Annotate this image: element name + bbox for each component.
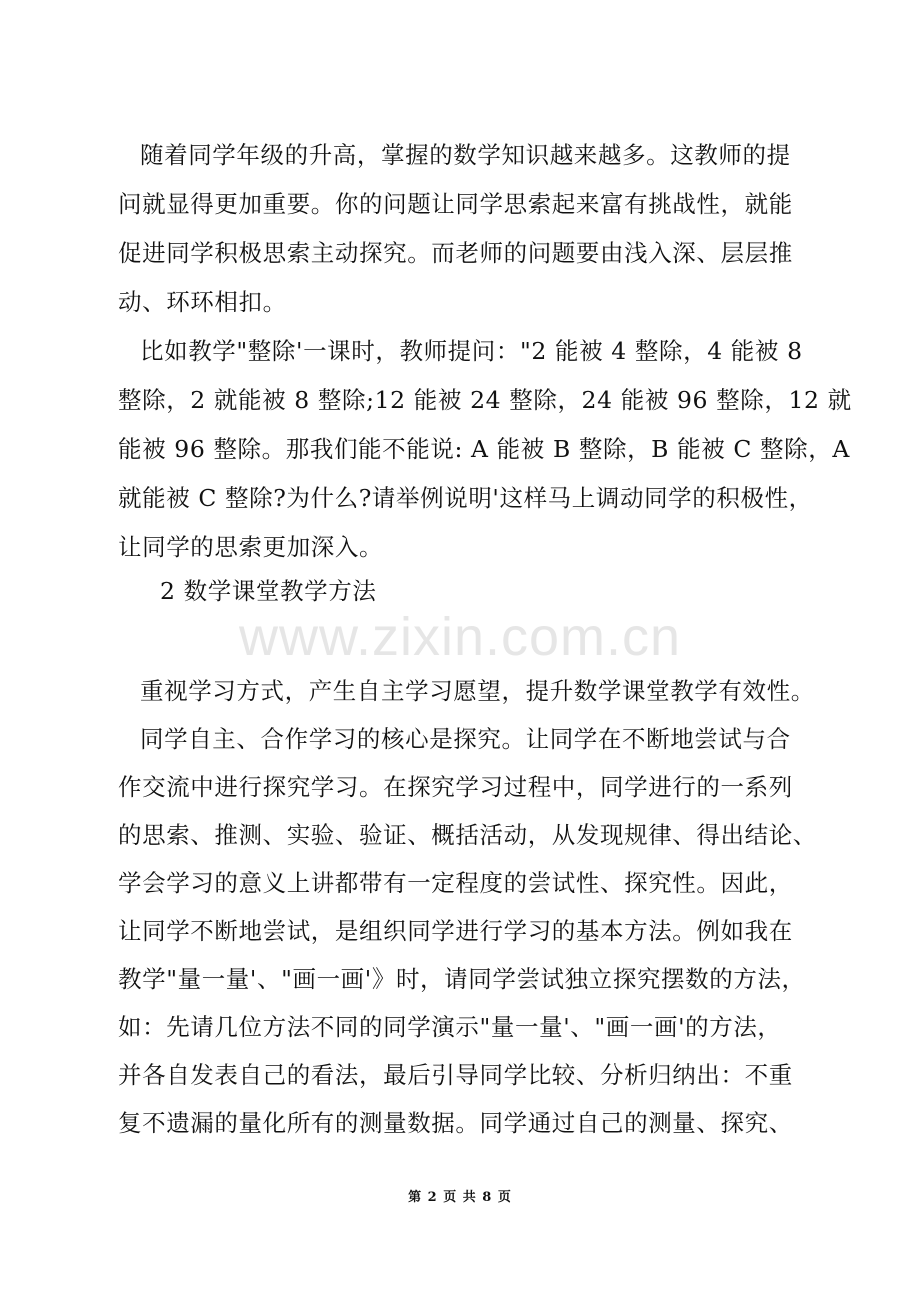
paragraph-4-line-7: 如：先请几位方法不同的同学演示"量一量'、"画一画'的方法， xyxy=(118,1013,782,1041)
paragraph-2-line-4: 就能被 C 整除?为什么?请举例说明'这样马上调动同学的积极性， xyxy=(118,484,813,512)
paragraph-1-line-4: 动、环环相扣。 xyxy=(118,288,287,316)
page-footer: 第 2 页 共 8 页 xyxy=(408,1190,512,1205)
paragraph-3-line-1: 重视学习方式，产生自主学习愿望，提升数学课堂教学有效性。 xyxy=(140,677,815,705)
paragraph-1-line-2: 问就显得更加重要。你的问题让同学思索起来富有挑战性，就能 xyxy=(118,190,793,218)
section-heading: 2 数学课堂教学方法 xyxy=(160,577,377,605)
paragraph-4-line-2: 作交流中进行探究学习。在探究学习过程中，同学进行的一系列 xyxy=(118,773,793,801)
paragraph-2-line-3: 能被 96 整除。那我们能不能说: A 能被 B 整除，B 能被 C 整除，A xyxy=(118,435,850,463)
paragraph-4-line-4: 学会学习的意义上讲都带有一定程度的尝试性、探究性。因此， xyxy=(118,869,793,897)
paragraph-1-line-1: 随着同学年级的升高，掌握的数学知识越来越多。这教师的提 xyxy=(140,141,791,169)
paragraph-4-line-5: 让同学不断地尝试，是组织同学进行学习的基本方法。例如我在 xyxy=(118,917,793,945)
paragraph-4-line-3: 的思索、推测、实验、验证、概括活动，从发现规律、得出结论、 xyxy=(118,821,817,849)
paragraph-2-line-1: 比如教学"整除'一课时，教师提问："2 能被 4 整除，4 能被 8 xyxy=(140,337,803,365)
paragraph-1-line-3: 促进同学积极思索主动探究。而老师的问题要由浅入深、层层推 xyxy=(118,239,793,267)
paragraph-4-line-1: 同学自主、合作学习的核心是探究。让同学在不断地尝试与合 xyxy=(140,725,791,753)
watermark: www.zixin.com.cn xyxy=(238,607,682,667)
paragraph-2-line-2: 整除，2 就能被 8 整除;12 能被 24 整除，24 能被 96 整除，12 就 xyxy=(118,386,852,414)
paragraph-2-line-5: 让同学的思索更加深入。 xyxy=(118,533,384,561)
paragraph-4-line-6: 教学"量一量'、"画一画'》时，请同学尝试独立探究摆数的方法， xyxy=(118,965,806,993)
paragraph-4-line-9: 复不遗漏的量化所有的测量数据。同学通过自己的测量、探究、 xyxy=(118,1109,793,1137)
paragraph-4-line-8: 并各自发表自己的看法，最后引导同学比较、分析归纳出：不重 xyxy=(118,1061,793,1089)
